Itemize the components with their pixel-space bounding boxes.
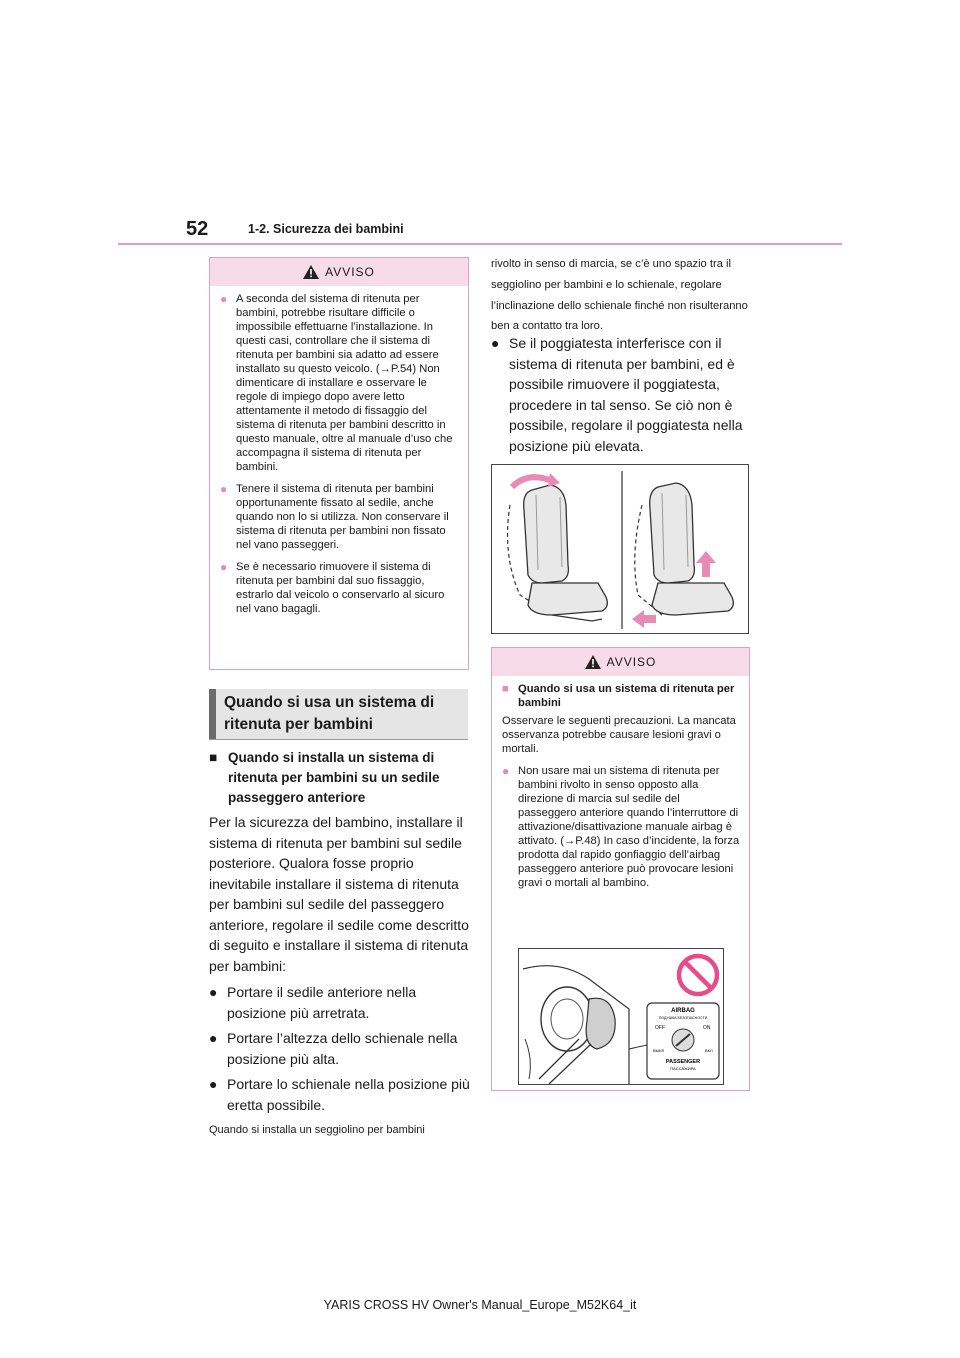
square-bullet-icon: ■ — [209, 750, 218, 765]
list-item: ● Portare il sedile anteriore nella posizione più arretrata. — [209, 982, 471, 1023]
airbag-drawing — [519, 949, 723, 1084]
left-column — [209, 748, 471, 1141]
airbag-off-label: OFF — [655, 1025, 665, 1031]
bullet-icon: ● — [209, 1076, 218, 1092]
bullet-icon: ● — [209, 1030, 218, 1046]
subheading: ■ Quando si installa un sistema di ritenuta per bambini su un sedile passeggero anteriore — [209, 748, 471, 808]
list-item: ● Se il poggiatesta interferisce con il sistema di ritenuta per bambini, ed è possibile rimuovere il poggiatesta, procedere in tal senso. Se ciò non è possibile, regolare il poggiatesta nella posizione più elevata. — [491, 333, 753, 456]
square-bullet-icon: ■ — [502, 683, 509, 695]
airbag-label-bottom: PASSENGER — [665, 1059, 701, 1065]
warning-header — [210, 258, 468, 286]
warning-intro: Osservare le seguenti precauzioni. La mancata osservanza potrebbe causare lesioni gravi o mortali. — [502, 715, 736, 755]
header-divider — [118, 243, 842, 245]
bullet-dot-icon: ● — [502, 764, 510, 778]
seat-adjustment-illustration — [491, 464, 749, 634]
airbag-off-ru-label: ВЫКЛ — [653, 1048, 665, 1053]
right-continuation: rivolto in senso di marcia, se c’è uno spazio tra il seggiolino per bambini e lo schienale, regolare l’inclinazione dello schienale finché non risulteranno ben a contatto tra loro. — [491, 258, 748, 333]
section-heading-rule — [209, 739, 468, 740]
bullet-icon: ● — [491, 335, 500, 351]
airbag-label-bottom-ru: ПАССАЖИРА — [670, 1066, 696, 1071]
bullet-dot-icon: ● — [220, 560, 228, 574]
section-title: 1-2. Sicurezza dei bambini — [248, 222, 404, 236]
bullet-dot-icon: ● — [220, 482, 228, 496]
airbag-label-top-ru: ПОДУШКА БЕЗОПАСНОСТИ — [658, 1016, 708, 1020]
bullet-dot-icon: ● — [220, 292, 228, 306]
warning-title: AVVISO — [325, 265, 375, 279]
airbag-label-top: AIRBAG — [671, 1008, 695, 1014]
section-heading: Quando si usa un sistema di ritenuta per bambini — [209, 689, 468, 739]
warning-header — [492, 648, 749, 676]
warning-item: ● Non usare mai un sistema di ritenuta per bambini rivolto in senso opposto alla direzione di marcia sul sedile del passeggero anteriore quando l’interruttore di attivazione/disattivazione manuale airbag è attivato. (→P.48) In caso d’incidente, la forza prodotta dal rapido gonfiaggio dell’airbag passeggero anteriore può provocare lesioni gravi o mortali al bambino. — [502, 764, 740, 889]
warning-item: ● Se è necessario rimuovere il sistema di ritenuta per bambini dal suo fissaggio, estrarlo dal veicolo o conservarlo al sicuro nel vano bagagli. — [220, 560, 445, 615]
seat-diagram — [492, 465, 748, 633]
warning-triangle-icon — [585, 655, 601, 669]
continuation-text: Quando si installa un seggiolino per bambini — [209, 1124, 425, 1136]
warning-title: AVVISO — [606, 655, 657, 669]
warning-box-top — [209, 257, 469, 670]
warning-box-bottom — [491, 647, 750, 1091]
page-footer: YARIS CROSS HV Owner's Manual_Europe_M52K64_it — [323, 1298, 637, 1312]
warning-item: ● A seconda del sistema di ritenuta per bambini, potrebbe risultare difficile o impossibile effettuarne l’installazione. In questi casi, controllare che il sistema di ritenuta per bambini sia adatto ad essere installato su questo veicolo. (→P.54) Non dimenticare di installare e osservare le regole di impiego dopo avere letto attentamente il metodo di fissaggio del sistema di ritenuta per bambini descritto in questo manuale, oltre al manuale d’uso che accompagna il sistema di ritenuta per bambini. — [220, 292, 453, 473]
list-item: ● Portare lo schienale nella posizione più eretta possibile. — [209, 1074, 471, 1115]
body-paragraph: Per la sicurezza del bambino, installare il sistema di ritenuta per bambini sul sedile posteriore. Qualora fosse proprio inevitabile installare il sistema di ritenuta per bambini sul sedile del passeggero anteriore, regolare il sedile come descritto di seguito e installare il sistema di ritenuta per bambini: — [209, 814, 469, 974]
airbag-on-ru-label: ВКЛ — [705, 1048, 713, 1053]
bullet-icon: ● — [209, 984, 218, 1000]
list-item: ● Portare l’altezza dello schienale nella posizione più alta. — [209, 1028, 471, 1069]
warning-item: ● Tenere il sistema di ritenuta per bambini opportunamente fissato al sedile, anche quando non lo si utilizza. Non conservare il sistema di ritenuta per bambini non fissato nel vano passeggeri. — [220, 482, 449, 551]
airbag-illustration — [518, 948, 724, 1085]
warning-triangle-icon — [303, 265, 319, 279]
page-number: 52 — [186, 218, 209, 240]
airbag-on-label: ON — [703, 1025, 711, 1031]
warning-subheading: ■ Quando si usa un sistema di ritenuta per bambini — [502, 683, 735, 709]
